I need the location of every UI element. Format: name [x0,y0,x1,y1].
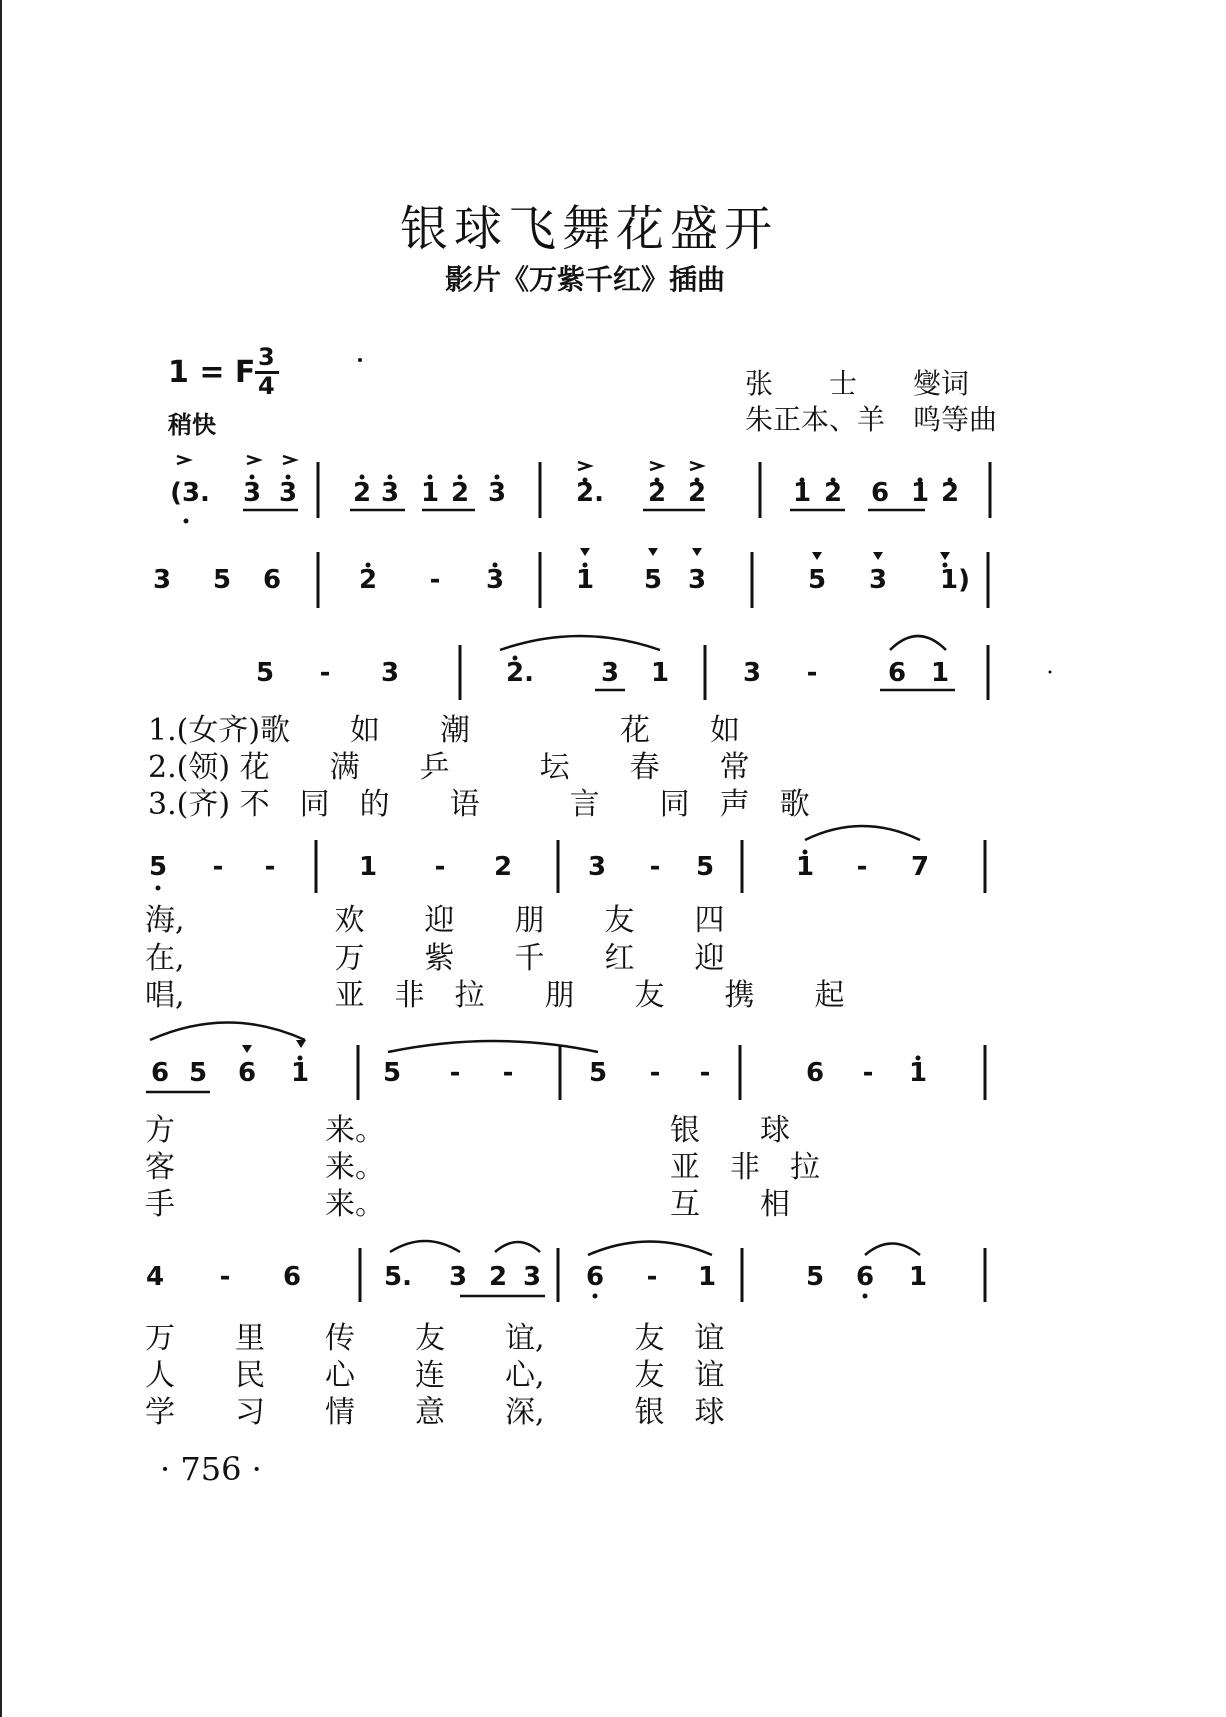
note-s2-4: 2 [358,565,378,595]
note-s6-10: 1 [697,1262,717,1292]
note-s3-1: 5 [255,658,275,688]
note-s2-9: 3 [687,565,707,595]
note-s1-10: 2 [647,478,667,508]
lyric-line-6-1: 万 里 传 友 谊, 友 谊 [145,1321,725,1356]
note-s5-1: 6 [150,1058,170,1088]
note-s1-1: (3. [170,478,210,508]
note-s4-8: - [649,852,661,882]
note-s5-3: 6 [237,1058,257,1088]
note-s4-3: - [264,852,276,882]
note-s2-7: 1 [575,565,595,595]
note-s1-8: 3 [487,478,507,508]
note-s1-16: 2 [940,478,960,508]
lyric-line-4-3: 唱, 亚 非 拉 朋 友 携 起 [145,978,845,1013]
note-s6-11: 5 [805,1262,825,1292]
note-s3-6: 1 [650,658,670,688]
note-s3-3: 3 [380,658,400,688]
time-signature-numerator: 3 [258,343,275,371]
note-s4-1: 5 [148,852,168,882]
note-s1-15: 1 [910,478,930,508]
note-s4-12: 7 [910,852,930,882]
note-s5-6: - [449,1058,461,1088]
note-s6-3: 6 [282,1262,302,1292]
note-s4-7: 3 [587,852,607,882]
note-s1-3: 3 [278,478,298,508]
note-s1-5: 3 [380,478,400,508]
note-s5-11: 6 [805,1058,825,1088]
note-s6-1: 4 [145,1262,165,1292]
lyric-line-5-2: 客 来。 亚 非 拉 [145,1150,820,1185]
note-s4-9: 5 [695,852,715,882]
lyricist-credit: 张 士 燮词 [745,367,970,400]
note-s1-4: 2 [352,478,372,508]
note-s6-6: 2 [488,1262,508,1292]
note-s2-12: 1) [940,565,970,595]
note-s4-5: - [434,852,446,882]
note-s5-2: 5 [188,1058,208,1088]
note-s2-2: 5 [212,565,232,595]
note-s5-12: - [862,1058,874,1088]
note-s6-8: 6 [585,1262,605,1292]
note-s2-3: 6 [262,565,282,595]
note-s3-5: 3 [600,658,620,688]
note-s2-10: 5 [807,565,827,595]
note-s1-9: 2. [576,478,604,508]
note-s5-4: 1 [290,1058,310,1088]
note-s3-8: - [806,658,818,688]
tempo-marking: 稍快 [168,411,216,439]
lyric-line-3-2: 2.(领) 花 满 乒 坛 春 常 [148,750,750,785]
note-s6-7: 3 [522,1262,542,1292]
note-s2-1: 3 [152,565,172,595]
note-s1-12: 1 [792,478,812,508]
note-s1-6: 1 [420,478,440,508]
note-s3-4: 2. [506,658,534,688]
lyric-line-6-3: 学 习 情 意 深, 银 球 [145,1395,725,1430]
note-s4-6: 2 [493,852,513,882]
note-s3-7: 3 [742,658,762,688]
note-s1-14: 6 [870,478,890,508]
lyric-line-4-2: 在, 万 紫 千 红 迎 [145,941,725,976]
note-s4-2: - [212,852,224,882]
note-s3-2: - [319,658,331,688]
note-s5-5: 5 [382,1058,402,1088]
note-s5-8: 5 [588,1058,608,1088]
note-s1-2: 3 [242,478,262,508]
note-s3-9: 6 [887,658,907,688]
note-s5-10: - [699,1058,711,1088]
note-s2-11: 3 [868,565,888,595]
composer-credit: 朱正本、羊 鸣等曲 [745,403,998,436]
note-s1-13: 2 [823,478,843,508]
key-signature: 1 = F [168,355,256,390]
note-s6-2: - [219,1262,231,1292]
note-s5-13: 1 [908,1058,928,1088]
lyric-line-5-1: 方 来。 银 球 [145,1113,790,1148]
note-s4-10: 1 [795,852,815,882]
note-s6-9: - [646,1262,658,1292]
note-s2-5: - [429,565,441,595]
note-s4-11: - [856,852,868,882]
note-s6-5: 3 [448,1262,468,1292]
lyric-line-5-3: 手 来。 互 相 [145,1187,790,1222]
lyric-line-3-1: 1.(女齐)歌 如 潮 花 如 [148,713,741,748]
time-signature-denominator: 4 [258,372,275,400]
note-s6-4: 5. [384,1262,412,1292]
note-s6-13: 1 [908,1262,928,1292]
lyric-line-6-2: 人 民 心 连 心, 友 谊 [145,1358,725,1393]
note-s1-11: 2 [687,478,707,508]
lyric-line-4-1: 海, 欢 迎 朋 友 四 [145,903,725,938]
note-s5-9: - [649,1058,661,1088]
lyric-line-3-3: 3.(齐) 不 同 的 语 言 同 声 歌 [148,787,810,822]
song-title: 银球飞舞花盛开 [400,201,779,257]
note-s2-8: 5 [643,565,663,595]
note-s1-7: 2 [450,478,470,508]
page-number: · 756 · [160,1450,262,1488]
note-s5-7: - [502,1058,514,1088]
note-s4-4: 1 [358,852,378,882]
song-subtitle: 影片《万紫千红》插曲 [445,263,726,296]
note-s6-12: 6 [855,1262,875,1292]
note-s3-10: 1 [930,658,950,688]
note-s2-6: 3 [485,565,505,595]
